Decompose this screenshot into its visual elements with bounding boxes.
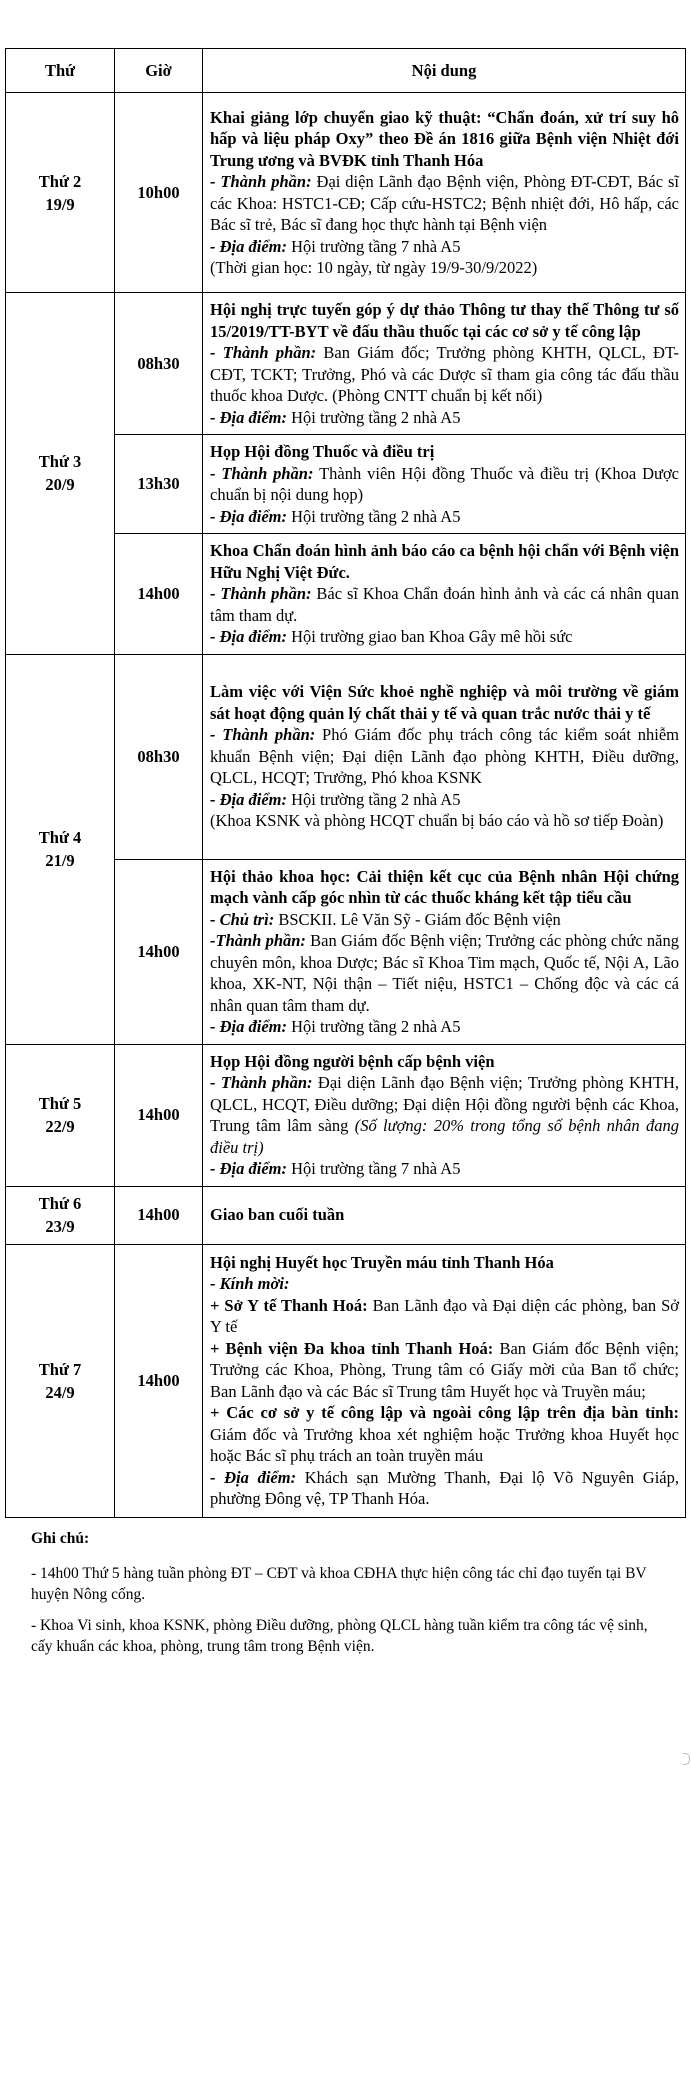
- event-title: Khoa Chẩn đoán hình ảnh báo cáo ca bệnh hội chẩn với Bệnh viện Hữu Nghị Việt Đức.: [210, 541, 679, 582]
- day-name: Thứ 7: [38, 1359, 82, 1379]
- detail-label: - Kính mời:: [210, 1274, 290, 1293]
- event-detail-line: [210, 1467, 679, 1510]
- detail-invitee: + Sở Y tế Thanh Hoá:: [210, 1295, 368, 1315]
- detail-label: - Chủ trì:: [210, 909, 275, 929]
- event-detail-line: [210, 1072, 679, 1158]
- event-content: [203, 293, 686, 435]
- day-date: 20/9: [45, 475, 75, 495]
- event-content: [203, 435, 686, 534]
- detail-text: Ban Giám đốc Bệnh viện; Trưởng các Khoa, Phòng, Trung tâm có Giấy mời của Ban tổ chức; Ban Lãnh đạo và các Bác sĩ Trung tâm Huyết học và Truyền máu;: [210, 1338, 679, 1401]
- event-content: [203, 859, 686, 1044]
- event-detail-line: [210, 909, 679, 931]
- event-detail-line: [210, 1158, 679, 1180]
- detail-label: - Thành phần:: [210, 584, 312, 603]
- detail-text: Bác sĩ Khoa Chẩn đoán hình ảnh và các cá nhân quan tâm tham dự.: [210, 584, 680, 625]
- detail-text: Ban Giám đốc; Trưởng phòng KHTH, QLCL, ĐT-CĐT, TCKT; Trưởng, Phó và các Dược sĩ tham gia công tác đấu thầu thuốc khoa Dược. (Phòng CNTT chuẩn bị kết nối): [210, 343, 679, 405]
- event-detail-line: [210, 1016, 679, 1038]
- event-title: Làm việc với Viện Sức khoẻ nghề nghiệp và môi trường về giám sát hoạt động quản lý chất thải y tế và quan trắc nước thải y tế: [210, 682, 679, 723]
- event-time: 10h00: [115, 93, 203, 293]
- event-time: 08h30: [115, 654, 203, 859]
- detail-label: - Địa điểm:: [210, 506, 287, 526]
- event-content: [203, 534, 686, 655]
- detail-text: Hội trường tầng 7 nhà A5: [286, 1159, 461, 1178]
- table-row: [6, 1044, 686, 1186]
- detail-label: - Thành phần:: [210, 463, 314, 483]
- detail-text: Khách sạn Mường Thanh, Đại lộ Võ Nguyên Giáp, phường Đông vệ, TP Thanh Hóa.: [210, 1467, 680, 1508]
- notes-heading: Ghi chú:: [31, 1529, 90, 1547]
- event-title: Họp Hội đồng người bệnh cấp bệnh viện: [210, 1051, 495, 1071]
- day-cell: [6, 654, 115, 1044]
- table-row: [6, 293, 686, 435]
- event-content: [203, 1186, 686, 1244]
- detail-label: - Thành phần:: [210, 725, 316, 745]
- event-content: [203, 1044, 686, 1186]
- detail-text: Hội trường tầng 2 nhà A5: [286, 506, 461, 526]
- detail-label: -Thành phần:: [210, 931, 306, 950]
- event-time: 14h00: [115, 534, 203, 655]
- detail-label: - Thành phần:: [210, 172, 312, 191]
- schedule-body: [6, 93, 686, 1518]
- detail-label: - Địa điểm:: [210, 407, 287, 427]
- event-detail-line: [210, 626, 679, 648]
- event-detail-line: [210, 583, 679, 626]
- detail-label: - Địa điểm:: [210, 1159, 287, 1178]
- day-name: Thứ 2: [38, 171, 82, 191]
- detail-text: Giám đốc và Trưởng khoa xét nghiệm hoặc Trưởng khoa Huyết học hoặc Bác sĩ phụ trách an toàn truyền máu: [210, 1424, 679, 1465]
- detail-invitee: + Bệnh viện Đa khoa tỉnh Thanh Hoá:: [210, 1338, 494, 1358]
- event-title: Hội nghị Huyết học Truyền máu tỉnh Thanh Hóa: [210, 1252, 554, 1272]
- detail-label: - Địa điểm:: [210, 1467, 297, 1487]
- detail-text: Ban Lãnh đạo và Đại diện các phòng, ban Sở Y tế: [210, 1295, 679, 1336]
- event-detail-line: [210, 407, 679, 429]
- detail-label: - Thành phần:: [210, 343, 317, 362]
- header-time: Giờ: [115, 49, 203, 93]
- day-cell: [6, 93, 115, 293]
- event-detail-line: [210, 810, 679, 832]
- event-title: Hội thảo khoa học: Cải thiện kết cục của Bệnh nhân Hội chứng mạch vành cấp góc nhìn từ các thuốc kháng kết tập tiểu cầu: [210, 866, 679, 907]
- event-detail-line: [210, 506, 679, 528]
- event-detail-line: [210, 1402, 679, 1467]
- detail-text: Hội trường tầng 2 nhà A5: [286, 407, 461, 427]
- detail-label: - Địa điểm:: [210, 789, 287, 809]
- detail-label: - Địa điểm:: [210, 1017, 287, 1036]
- event-detail-line: [210, 1273, 679, 1295]
- event-time: 14h00: [115, 1244, 203, 1517]
- event-time: 14h00: [115, 1044, 203, 1186]
- detail-text: (Khoa KSNK và phòng HCQT chuẩn bị báo cáo và hồ sơ tiếp Đoàn): [210, 811, 664, 831]
- event-detail-line: [210, 342, 679, 407]
- table-row: [6, 654, 686, 859]
- detail-text: Hội trường giao ban Khoa Gây mê hồi sức: [286, 627, 573, 646]
- header-content: Nội dung: [203, 49, 686, 93]
- detail-text: Ban Giám đốc Bệnh viện; Trưởng các phòng chức năng chuyên môn, khoa Dược; Bác sĩ Khoa Tim mạch, Quốc tế, Nội A, Lão khoa, XK-NT, Nội thận – Tiết niệu, HSTC1 – Chống độc và các cá nhân quan tâm tham dự.: [210, 931, 679, 1015]
- event-content: [203, 1244, 686, 1517]
- day-date: 22/9: [45, 1117, 75, 1136]
- day-date: 21/9: [45, 851, 75, 870]
- event-detail-line: [210, 171, 679, 236]
- day-cell: [6, 293, 115, 655]
- event-time: 14h00: [115, 1186, 203, 1244]
- table-row: [6, 93, 686, 293]
- event-time: 08h30: [115, 293, 203, 435]
- event-title: Họp Hội đồng Thuốc và điều trị: [210, 442, 435, 461]
- day-cell: [6, 1044, 115, 1186]
- event-detail-line: [210, 789, 679, 811]
- day-name: Thứ 4: [38, 828, 82, 847]
- event-detail-line: [210, 236, 679, 258]
- event-detail-line: [210, 930, 679, 1016]
- event-title: Khai giảng lớp chuyển giao kỹ thuật: “Chẩn đoán, xử trí suy hô hấp và liệu pháp Oxy” theo Đề án 1816 giữa Bệnh viện Nhiệt đới Trung ương và BVĐK tỉnh Thanh Hóa: [210, 107, 679, 170]
- detail-text: BSCKII. Lê Văn Sỹ - Giám đốc Bệnh viện: [274, 909, 561, 929]
- note-item: - Khoa Vi sinh, khoa KSNK, phòng Điều dưỡng, phòng QLCL hàng tuần kiểm tra công tác vệ sinh, cấy khuẩn các khoa, phòng, trung tâm trong Bệnh viện.: [31, 1616, 648, 1655]
- detail-text: Phó Giám đốc phụ trách công tác kiểm soát nhiễm khuẩn Bệnh viện; Đại diện Lãnh đạo phòng KHTH, Điều dưỡng, QLCL, HCQT; Trưởng, Phó khoa KSNK: [210, 725, 679, 788]
- event-detail-line: [210, 463, 679, 506]
- day-date: 24/9: [45, 1382, 75, 1402]
- event-detail-line: [210, 257, 679, 279]
- page-edge-mark: [683, 1753, 690, 1765]
- day-name: Thứ 5: [38, 1094, 82, 1113]
- detail-text: Thành viên Hội đồng Thuốc và điều trị (Khoa Dược chuẩn bị nội dung họp): [210, 463, 680, 504]
- detail-text: (Thời gian học: 10 ngày, từ ngày 19/9-30/9/2022): [210, 258, 538, 277]
- detail-note: (Số lượng: 20% trong tổng số bệnh nhân đang điều trị): [210, 1116, 679, 1157]
- day-date: 23/9: [45, 1217, 75, 1236]
- detail-invitee: + Các cơ sở y tế công lập và ngoài công lập trên địa bàn tỉnh:: [210, 1403, 679, 1422]
- day-cell: [6, 1186, 115, 1244]
- schedule-page: [5, 48, 686, 1667]
- detail-label: - Địa điểm:: [210, 236, 287, 256]
- event-detail-line: [210, 724, 679, 789]
- notes-section: [5, 1528, 686, 1657]
- event-title: Hội nghị trực tuyến góp ý dự thảo Thông tư thay thế Thông tư số 15/2019/TT-BYT về đấu thầu thuốc tại các cơ sở y tế công lập: [210, 300, 679, 341]
- note-item: - 14h00 Thứ 5 hàng tuần phòng ĐT – CĐT và khoa CĐHA thực hiện công tác chỉ đạo tuyến tại BV huyện Nông cống.: [31, 1564, 647, 1603]
- weekly-schedule-table: [5, 48, 686, 1518]
- detail-label: - Thành phần:: [210, 1073, 313, 1092]
- detail-text: Hội trường tầng 2 nhà A5: [286, 789, 461, 809]
- detail-text: Hội trường tầng 7 nhà A5: [286, 236, 461, 256]
- day-date: 19/9: [45, 194, 75, 214]
- header-day: Thứ: [6, 49, 115, 93]
- event-title: Giao ban cuối tuần: [210, 1205, 345, 1225]
- event-time: 13h30: [115, 435, 203, 534]
- detail-label: - Địa điểm:: [210, 627, 287, 646]
- detail-text: Hội trường tầng 2 nhà A5: [286, 1017, 461, 1036]
- detail-text: Đại diện Lãnh đạo Bệnh viện; Trưởng phòng KHTH, QLCL, HCQT, Điều dưỡng; Đại diện Hội đồng người bệnh các Khoa, Trung tâm lâm sàng: [210, 1073, 680, 1135]
- event-content: [203, 654, 686, 859]
- event-content: [203, 93, 686, 293]
- event-detail-line: [210, 1295, 679, 1338]
- day-name: Thứ 6: [38, 1194, 82, 1213]
- day-name: Thứ 3: [38, 452, 82, 472]
- table-row: [6, 1186, 686, 1244]
- event-time: 14h00: [115, 859, 203, 1044]
- event-detail-line: [210, 1338, 679, 1403]
- detail-text: Đại diện Lãnh đạo Bệnh viện, Phòng ĐT-CĐT, Bác sĩ các Khoa: HSTC1-CĐ; Cấp cứu-HSTC2; Bệnh nhiệt đới, Hô hấp, các Bác sĩ trẻ, Bác sĩ đang học thực hành tại Bệnh viện: [210, 172, 680, 234]
- day-cell: [6, 1244, 115, 1517]
- table-header-row: [6, 49, 686, 93]
- table-row: [6, 1244, 686, 1517]
